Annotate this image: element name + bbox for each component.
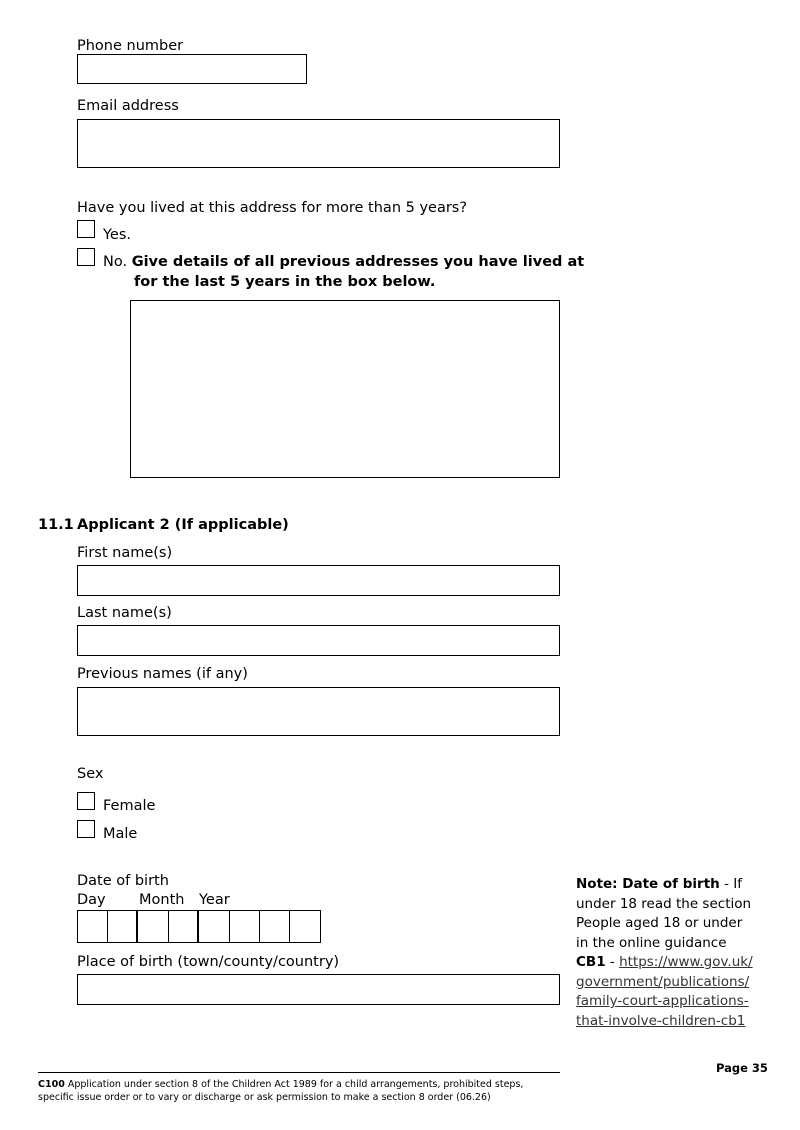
note-text-1: - If — [719, 876, 742, 892]
guidance-link-2[interactable]: government/publications/ — [576, 973, 750, 990]
dob-month-digit-1[interactable] — [139, 911, 169, 942]
dob-year-digit-1[interactable] — [200, 911, 230, 942]
note-text-3: People aged 18 or under — [576, 915, 743, 931]
male-label: Male — [103, 826, 138, 842]
last-name-field[interactable] — [77, 625, 560, 656]
yes-label: Yes. — [103, 227, 132, 243]
guidance-link-4[interactable]: that-involve-children-cb1 — [576, 1012, 746, 1029]
phone-number-label: Phone number — [77, 38, 184, 54]
note-text-4: in the online guidance — [576, 934, 727, 951]
dob-year-digit-2[interactable] — [230, 911, 260, 942]
place-of-birth-label: Place of birth (town/county/country) — [77, 954, 340, 970]
previous-addresses-field[interactable] — [130, 300, 560, 478]
form-code: C100 — [38, 1079, 65, 1090]
section-title: Applicant 2 (If applicable) — [77, 517, 289, 533]
email-address-label: Email address — [77, 98, 179, 114]
previous-names-field[interactable] — [77, 687, 560, 736]
guidance-link-3[interactable]: family-court-applications- — [576, 993, 749, 1009]
no-detail-line1: Give details of all previous addresses you have lived at — [131, 254, 585, 270]
no-checkbox[interactable] — [77, 248, 95, 266]
note-ref: CB1 — [576, 954, 606, 970]
note-text-2: under 18 read the section — [576, 895, 752, 912]
dob-year-label: Year — [199, 892, 230, 908]
male-checkbox[interactable] — [77, 820, 95, 838]
female-label: Female — [103, 798, 156, 814]
yes-checkbox[interactable] — [77, 220, 95, 238]
dob-note — [576, 875, 776, 1031]
dob-month-label: Month — [139, 892, 185, 908]
page-number: Page 35 — [716, 1061, 768, 1075]
first-name-field[interactable] — [77, 565, 560, 596]
dob-day-label: Day — [77, 892, 106, 908]
footer-description — [38, 1078, 523, 1104]
dob-field — [77, 910, 321, 943]
last-name-label: Last name(s) — [77, 605, 172, 621]
note-title: Note: Date of birth — [576, 876, 720, 892]
guidance-link-1[interactable]: https://www.gov.uk/ — [619, 954, 753, 970]
email-address-field[interactable] — [77, 119, 560, 168]
female-checkbox[interactable] — [77, 792, 95, 810]
first-name-label: First name(s) — [77, 545, 173, 561]
section-number: 11.1 — [38, 517, 74, 533]
residence-question: Have you lived at this address for more than 5 years? — [77, 200, 468, 216]
dob-label: Date of birth — [77, 873, 169, 889]
footer-line2: specific issue order or to vary or discharge or ask permission to make a section 8 order (06.26) — [38, 1092, 491, 1103]
sex-label: Sex — [77, 766, 104, 782]
phone-number-field[interactable] — [77, 54, 307, 84]
dob-year-digit-4[interactable] — [290, 911, 320, 942]
place-of-birth-field[interactable] — [77, 974, 560, 1005]
no-detail-line2: for the last 5 years in the box below. — [134, 274, 436, 290]
previous-names-label: Previous names (if any) — [77, 666, 248, 682]
footer-divider — [38, 1072, 560, 1073]
dob-day-digit-1[interactable] — [78, 911, 108, 942]
dob-month-digit-2[interactable] — [169, 911, 199, 942]
no-prefix: No. — [103, 254, 128, 270]
dob-day-digit-2[interactable] — [108, 911, 138, 942]
dob-year-digit-3[interactable] — [260, 911, 290, 942]
no-label — [103, 253, 584, 271]
footer-line1: Application under section 8 of the Children Act 1989 for a child arrangements, prohibited steps, — [64, 1079, 524, 1090]
note-dash: - — [605, 954, 620, 970]
